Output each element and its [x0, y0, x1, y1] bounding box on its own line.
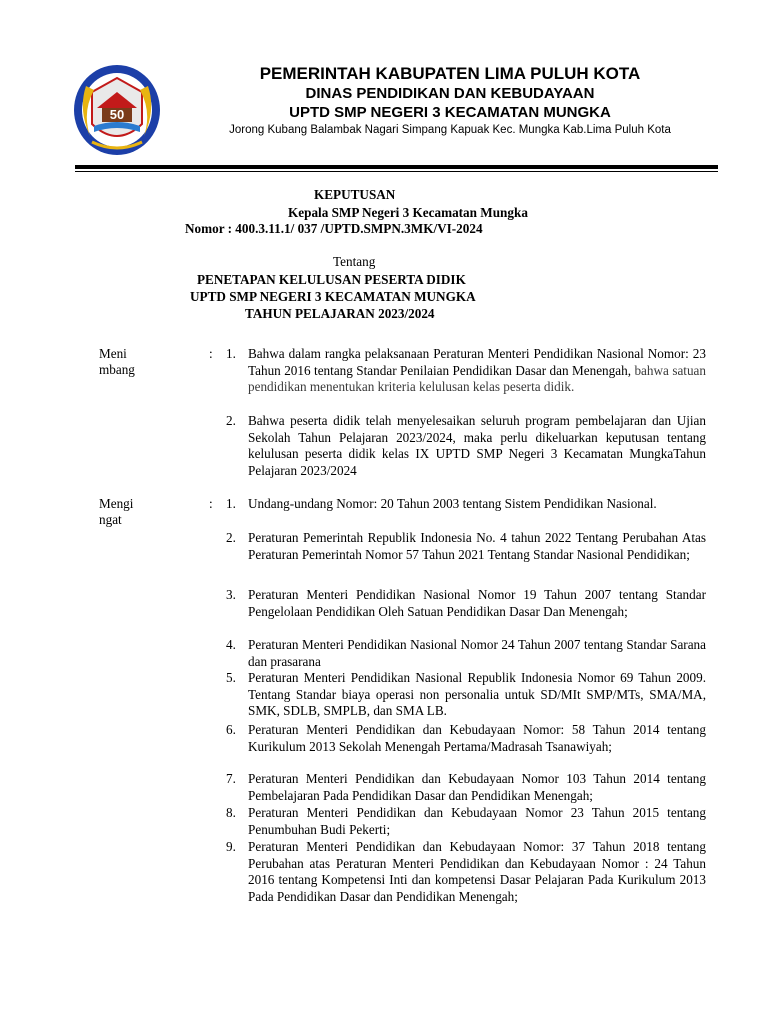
- menimbang-label-b: mbang: [99, 362, 135, 377]
- mengingat-label-b: ngat: [99, 512, 122, 527]
- menimbang-colon: :: [209, 346, 213, 361]
- menimbang-item-number: 2.: [226, 413, 236, 428]
- doc-subject-line1: PENETAPAN KELULUSAN PESERTA DIDIK: [197, 272, 466, 287]
- letterhead-department: DINAS PENDIDIKAN DAN KEBUDAYAAN: [305, 85, 595, 102]
- mengingat-item: Peraturan Menteri Pendidikan dan Kebudayaan Nomor 103 Tahun 2014 tentang Pembelajaran Pada Pendidikan Dasar dan Pendidikan Menengah;: [248, 771, 706, 803]
- letterhead-rule-thin: [75, 171, 718, 172]
- doc-tentang: Tentang: [333, 254, 376, 269]
- mengingat-item-number: 7.: [226, 771, 236, 786]
- mengingat-item: Peraturan Menteri Pendidikan dan Kebudayaan Nomor: 37 Tahun 2018 tentang Perubahan atas Peraturan Menteri Pendidikan dan Kebudayaan Nomor : 24 Tahun 2016 tentang Kompetensi Inti dan kompetensi Dasar Pelajaran Pada Kurikulum 2013 Pada Pendidikan Dasar dan Pendidikan Menengah;: [248, 839, 706, 904]
- mengingat-item: Peraturan Menteri Pendidikan Nasional Nomor 19 Tahun 2007 tentang Standar Pengelolaan Pendidikan Oleh Satuan Pendidikan Dasar Dan Menengah;: [248, 587, 706, 619]
- mengingat-item-number: 4.: [226, 637, 236, 652]
- doc-subject-line3: TAHUN PELAJARAN 2023/2024: [245, 306, 435, 321]
- mengingat-item: Peraturan Menteri Pendidikan Nasional Nomor 24 Tahun 2007 tentang Standar Sarana dan prasarana: [248, 637, 706, 669]
- mengingat-item-number: 2.: [226, 530, 236, 545]
- mengingat-item-number: 8.: [226, 805, 236, 820]
- menimbang-item-text-cont: bahwa satuan pendidikan menentukan kriteria kelulusan kelas peserta didik.: [248, 362, 707, 395]
- doc-number: Nomor : 400.3.11.1/ 037 /UPTD.SMPN.3MK/VI-2024: [185, 221, 483, 236]
- menimbang-item: Bahwa peserta didik telah menyelesaikan seluruh program pembelajaran dan Ujian Sekolah Tahun Pelajaran 2023/2024, maka perlu dikeluarkan keputusan tentang kelulusan peserta didik kelas IX UPTD SMP Negeri 3 Kecamatan MungkaTahun Pelajaran 2023/2024: [248, 413, 706, 478]
- regency-logo: [72, 62, 162, 160]
- logo-number: 50: [109, 107, 125, 122]
- menimbang-label-a: Meni: [99, 346, 127, 361]
- mengingat-item: Peraturan Menteri Pendidikan dan Kebudayaan Nomor: 58 Tahun 2014 tentang Kurikulum 2013 Sekolah Menengah Pertama/Madrasah Tsanawiyah;: [248, 722, 706, 754]
- mengingat-item: Peraturan Pemerintah Republik Indonesia No. 4 tahun 2022 Tentang Perubahan Atas Peraturan Pemerintah Nomor 57 Tahun 2021 Tentang Standar Nasional Pendidikan;: [248, 530, 706, 562]
- mengingat-item: Undang-undang Nomor: 20 Tahun 2003 tentang Sistem Pendidikan Nasional.: [248, 496, 657, 511]
- mengingat-item: Peraturan Menteri Pendidikan Nasional Republik Indonesia Nomor 69 Tahun 2009. Tentang Standar biaya operasi non personalia untuk SD/MIt SMP/MTs, SMA/MA, SMK, SDLB, SMPLB, dan SMA LB.: [248, 670, 706, 719]
- mengingat-item-number: 9.: [226, 839, 236, 854]
- mengingat-item-number: 6.: [226, 722, 236, 737]
- mengingat-item-number: 1.: [226, 496, 236, 511]
- letterhead-rule-thick: [75, 165, 718, 169]
- mengingat-colon: :: [209, 496, 213, 511]
- mengingat-label: [99, 496, 159, 528]
- doc-issuer: Kepala SMP Negeri 3 Kecamatan Mungka: [288, 205, 528, 220]
- menimbang-item-number: 1.: [226, 346, 236, 361]
- letterhead-address: Jorong Kubang Balambak Nagari Simpang Kapuak Kec. Mungka Kab.Lima Puluh Kota: [229, 124, 671, 136]
- doc-type: KEPUTUSAN: [314, 187, 396, 202]
- letterhead-school: UPTD SMP NEGERI 3 KECAMATAN MUNGKA: [289, 104, 611, 121]
- menimbang-label: [99, 346, 159, 378]
- letterhead-government: PEMERINTAH KABUPATEN LIMA PULUH KOTA: [259, 64, 641, 83]
- mengingat-item-number: 3.: [226, 587, 236, 602]
- menimbang-item: [248, 346, 706, 396]
- mengingat-item: Peraturan Menteri Pendidikan dan Kebudayaan Nomor 23 Tahun 2015 tentang Penumbuhan Budi Pekerti;: [248, 805, 706, 837]
- menimbang-item-text: Bahwa dalam rangka pelaksanaan Peraturan Menteri Pendidikan Nasional Nomor: 23 Tahun 2016 tentang Standar Penilaian Pendidikan Dasar dan Menengah,: [248, 346, 706, 378]
- doc-subject-line2: UPTD SMP NEGERI 3 KECAMATAN MUNGKA: [190, 289, 476, 304]
- mengingat-item-number: 5.: [226, 670, 236, 685]
- mengingat-label-a: Mengi: [99, 496, 134, 511]
